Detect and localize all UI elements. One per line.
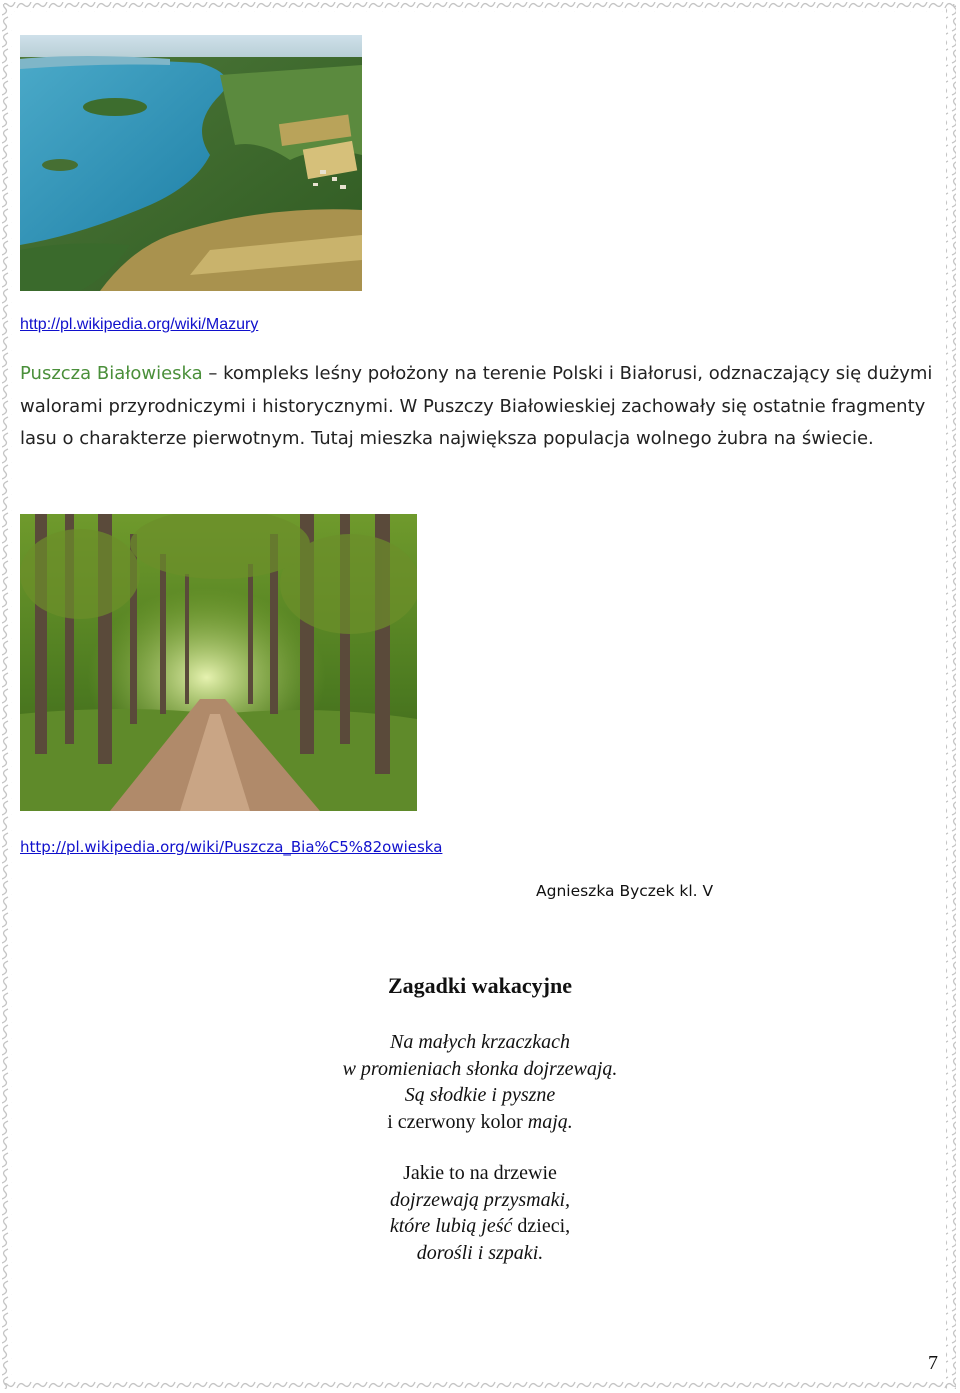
stanza-2-line-2: dojrzewają przysmaki, <box>390 1188 570 1211</box>
puszcza-description-text: – kompleks leśny położony na terenie Polski i Białorusi, odznaczający się dużymi walorami przyrodniczymi i historycznymi. W Puszczy Białowieskiej zachowały się ostatnie fragmenty lasu o charakterze pierwotnym. Tutaj mieszka największa populacja wolnego żubra na świecie. <box>20 363 933 449</box>
stanza-1-line-2: w promieniach słonka dojrzewają. <box>342 1057 618 1080</box>
stanza-2-line-3a: które lubią jeść <box>389 1215 513 1237</box>
author-credit: Agnieszka Byczek kl. V <box>536 882 714 900</box>
stanza-1-line-1: Na małych krzaczkach <box>390 1031 570 1053</box>
stanza-2-line-1: Jakie to na drzewie <box>403 1162 557 1184</box>
stanza-1-line-4a: i czerwony kolor <box>387 1110 528 1133</box>
mazury-lake-photo <box>20 35 362 291</box>
puszcza-forest-photo <box>20 514 417 811</box>
stanza-2-line-4: dorośli i szpaki. <box>416 1241 544 1264</box>
puszcza-source-link[interactable]: http://pl.wikipedia.org/wiki/Puszcza_Bia%C5%82owieska <box>20 838 443 856</box>
stanza-1-line-4b: mają. <box>527 1110 573 1133</box>
page-number: 7 <box>928 1352 938 1374</box>
riddle-title: Zagadki wakacyjne <box>388 973 572 998</box>
riddle-stanza-1 <box>0 1029 960 1135</box>
riddle-stanza-2 <box>0 1160 960 1266</box>
stanza-2-line-3b: dzieci, <box>512 1215 571 1237</box>
puszcza-description <box>20 358 940 456</box>
stanza-1-line-3: Są słodkie i pyszne <box>404 1084 556 1106</box>
puszcza-highlight: Puszcza Białowieska <box>20 363 203 384</box>
mazury-source-link[interactable]: http://pl.wikipedia.org/wiki/Mazury <box>20 316 259 333</box>
